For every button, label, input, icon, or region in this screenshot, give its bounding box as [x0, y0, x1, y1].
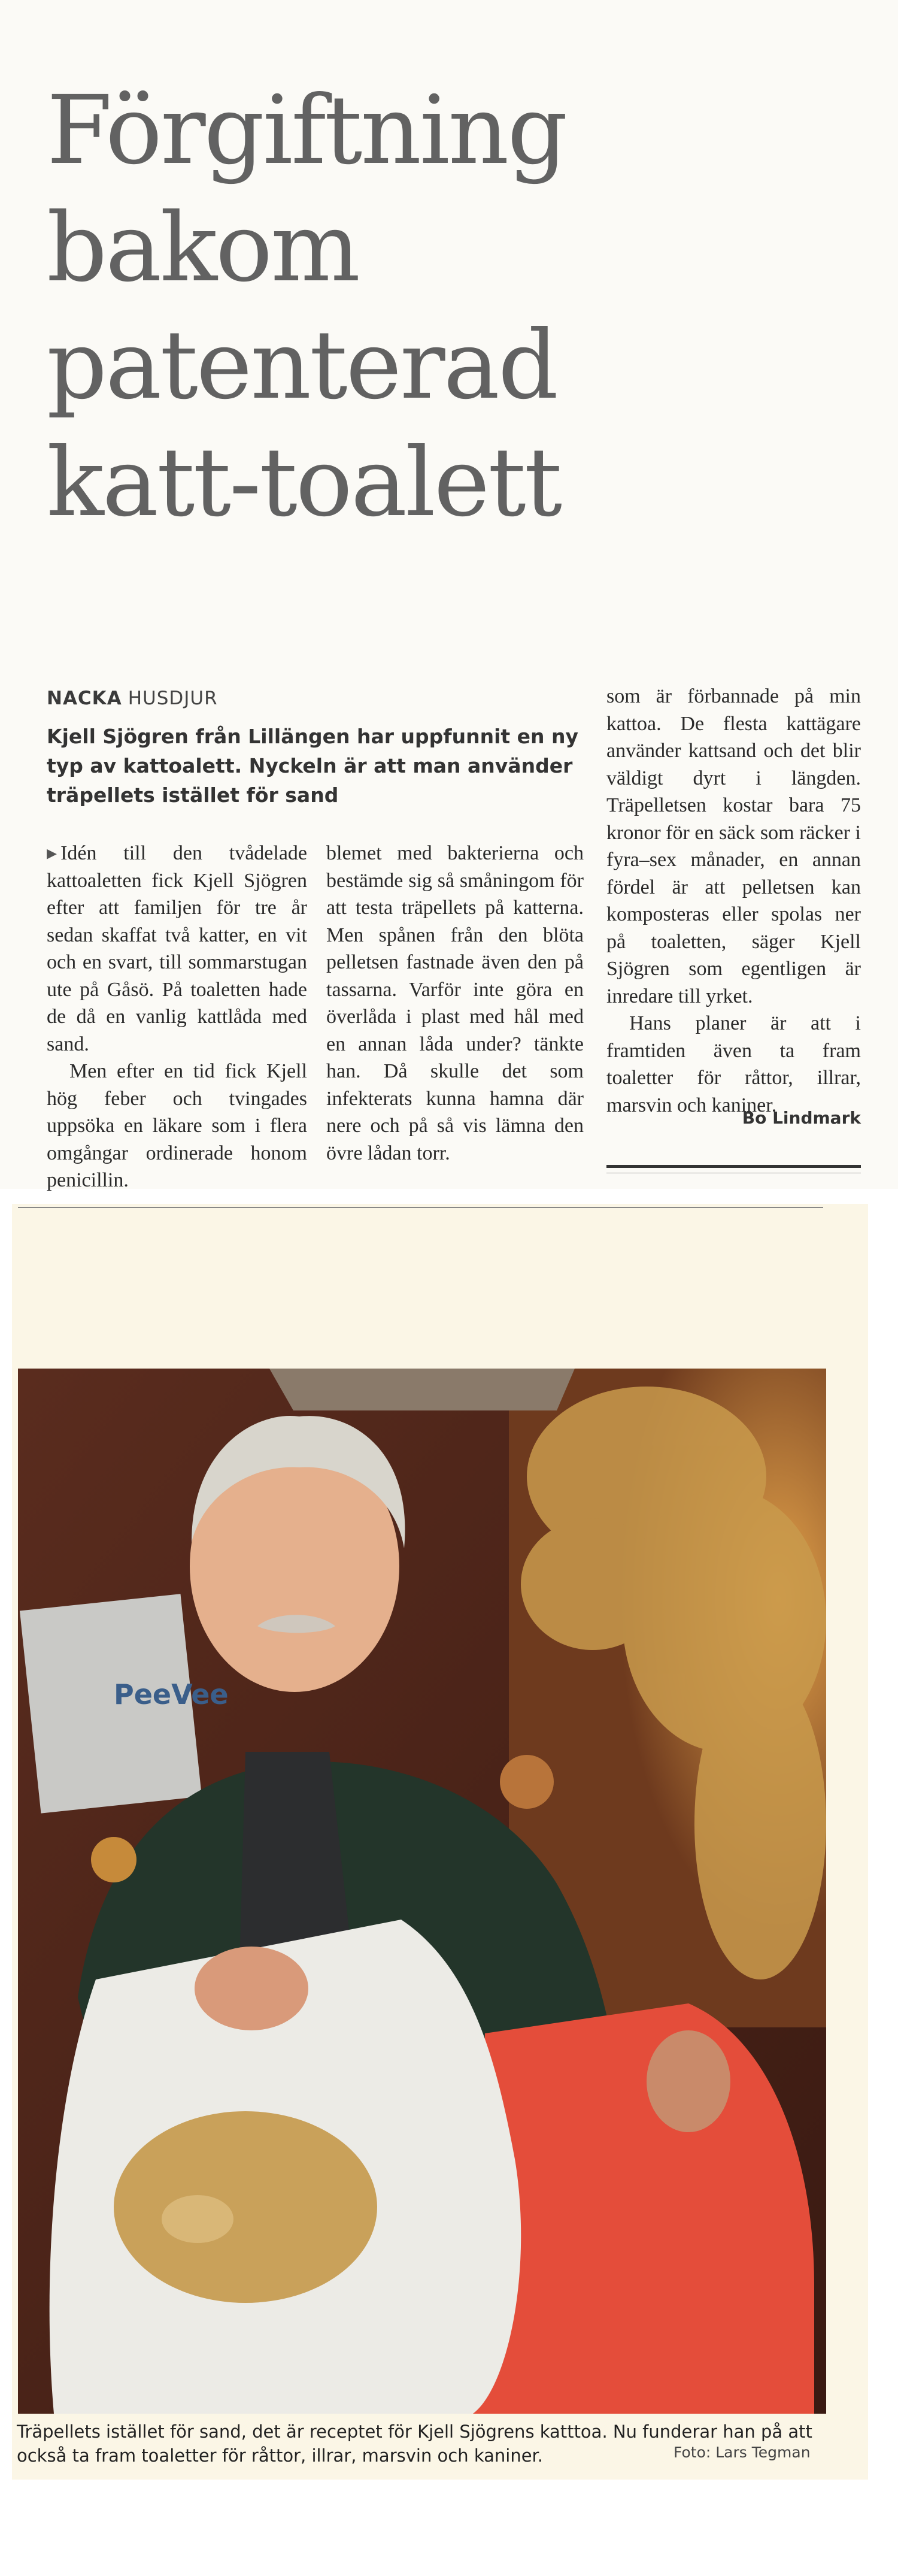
column-end-rule	[606, 1165, 861, 1168]
headline-line-2: bakom	[47, 193, 359, 303]
headline-line-4: katt-toalett	[47, 428, 561, 538]
article-clipping	[0, 0, 898, 1189]
box-label: PeeVee	[114, 1678, 229, 1711]
article-column-2	[326, 840, 584, 1167]
article-column-1	[47, 840, 307, 1194]
body-paragraph: Hans planer är att i framtiden även ta fram toaletter för råttor, illrar, marsvin och kaniner.	[606, 1012, 861, 1116]
section-category: HUSDJUR	[128, 688, 218, 709]
jacket-badge-right	[500, 1755, 554, 1809]
photo-caption: Träpellets istället för sand, det är receptet för Kjell Sjögrens katttoa. Nu funderar han på att också ta fram toaletter för råttor, illrar, marsvin och kaniner.	[17, 2421, 812, 2466]
body-paragraph: Men efter en tid fick Kjell hög feber och tvingades uppsöka en läkare som i flera omgångar ordinerade honom penicillin.	[47, 1060, 307, 1191]
headline	[47, 72, 885, 541]
headline-line-1: Förgiftning	[47, 75, 566, 186]
photo-top-rule	[18, 1207, 823, 1208]
headline-line-3: patenterad	[47, 310, 557, 420]
section-name: NACKA	[47, 688, 122, 709]
body-paragraph: blemet med bakterierna och bestämde sig så småningom för att testa träpellets på katterna. Men spånen från den blöta pelletsen fastnade även den på tassarna. Varför inte göra en överlåda i plast med hål med en annan låda under? tänkte han. Då skulle det som infekterats kunna hamna där nere och på så vis lämna den övre lådan torr.	[326, 842, 584, 1164]
jacket-badge-left	[91, 1837, 136, 1882]
article-photo	[18, 1369, 826, 2414]
pellets-highlight	[162, 2195, 233, 2243]
paragraph-marker-icon: ▸	[47, 842, 57, 864]
man-hand-right	[647, 2030, 730, 2132]
photo-credit: Foto: Lars Tegman	[674, 2444, 811, 2461]
roof-window	[269, 1369, 575, 1410]
section-label	[47, 688, 218, 709]
body-paragraph: ▸ Idén till den tvådelade kattoaletten fick Kjell Sjögren efter att familjen för tre år sedan skaffat två katter, en vit och en svart, till sommarstugan ute på Gåsö. På toaletten hade de då en vanlig kattlåda med sand.	[47, 842, 307, 1055]
byline: Bo Lindmark	[742, 1108, 861, 1128]
wood-pellets	[114, 2111, 377, 2303]
man-hand-left	[195, 1947, 308, 2030]
body-paragraph: som är förbannade på min kattoa. De flesta kattägare använder kattsand och det blir väldigt dyrt i längden. Träpelletsen kostar bara 75 kronor för en säck som räcker i fyra–sex månader, en annan fördel är att pelletsen kan komposteras eller spolas ner på toaletten, säger Kjell Sjögren som egentligen är inredare till yrket.	[606, 685, 861, 1007]
lead-paragraph: Kjell Sjögren från Lillängen har uppfunnit en ny typ av kattoalett. Nyckeln är att man använder träpellets istället för sand	[47, 725, 579, 807]
article-column-3	[606, 683, 861, 1119]
